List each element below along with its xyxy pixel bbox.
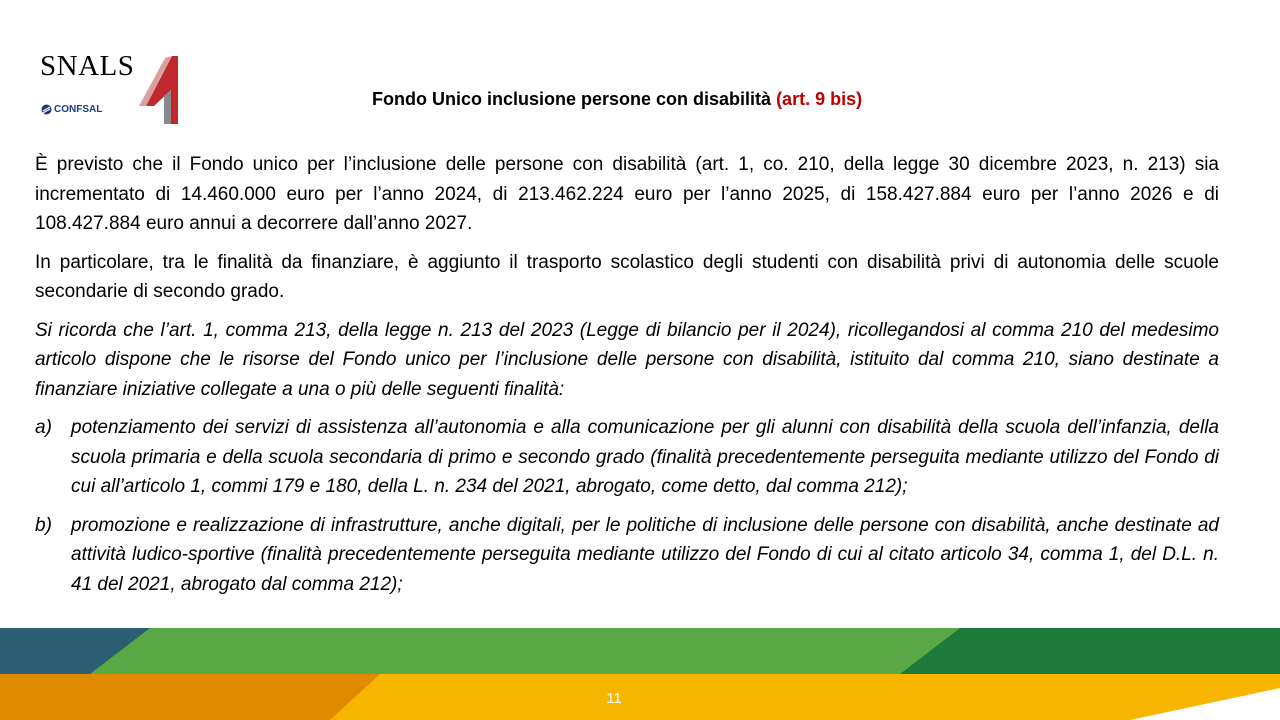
paragraph-transport: In particolare, tra le finalità da finanziare, è aggiunto il trasporto scolastico degli studenti con disabilità privi di autonomia delle scuole secondarie di secondo grado.	[35, 251, 1219, 302]
slide-title	[372, 89, 862, 110]
list-item-text: potenziamento dei servizi di assistenza all’autonomia e alla comunicazione per gli alunni con disabilità della scuola dell’infanzia, della scuola primaria e della scuola secondaria di primo e secondo grado (finalità precedentemente perseguita mediante utilizzo del Fondo di cui all’articolo 1, commi 179 e 180, della L. n. 234 del 2021, abrogato, come detto, dal comma 212);	[71, 417, 1219, 497]
slide-body	[35, 150, 1219, 608]
title-article-ref: (art. 9 bis)	[776, 89, 863, 109]
logo-mark-icon	[134, 54, 182, 124]
logo-sub-text: CONFSAL	[54, 104, 103, 115]
confsal-mark-icon	[41, 104, 52, 115]
list-item-a	[35, 413, 1219, 502]
snals-confsal-logo	[38, 50, 183, 125]
list-marker: a)	[35, 417, 52, 438]
logo-brand-text: SNALS	[40, 50, 135, 82]
list-item-text: promozione e realizzazione di infrastrutture, anche digitali, per le politiche di inclusione delle persone con disabilità, anche destinate ad attività ludico-sportive (finalità precedentemente perseguita mediante utilizzo del Fondo di cui al citato articolo 34, comma 1, del D.L. n. 41 del 2021, abrogato dal comma 212);	[71, 514, 1219, 595]
paragraph-reminder: Si ricorda che l’art. 1, comma 213, della legge n. 213 del 2023 (Legge di bilancio per il 2024), ricollegandosi al comma 210 del medesimo articolo dispone che le risorse del Fondo unico per l’inclusione delle persone con disabilità, istituito dal comma 210, siano destinate a finanziare iniziative collegate a una o più delle seguenti finalità:	[35, 319, 1219, 400]
paragraph-increment: È previsto che il Fondo unico per l’inclusione delle persone con disabilità (art. 1, co. 210, della legge 30 dicembre 2023, n. 213) sia incrementato di 14.460.000 euro per l’anno 2024, di 213.462.224 euro per l’anno 2025, di 158.427.884 euro per l’anno 2026 e di 108.427.884 euro annui a decorrere dall’anno 2027.	[35, 154, 1219, 234]
page-number: 11	[606, 690, 622, 707]
title-main: Fondo Unico inclusione persone con disabilità	[372, 89, 772, 109]
list-marker: b)	[35, 514, 52, 536]
list-item-b	[35, 511, 1219, 600]
